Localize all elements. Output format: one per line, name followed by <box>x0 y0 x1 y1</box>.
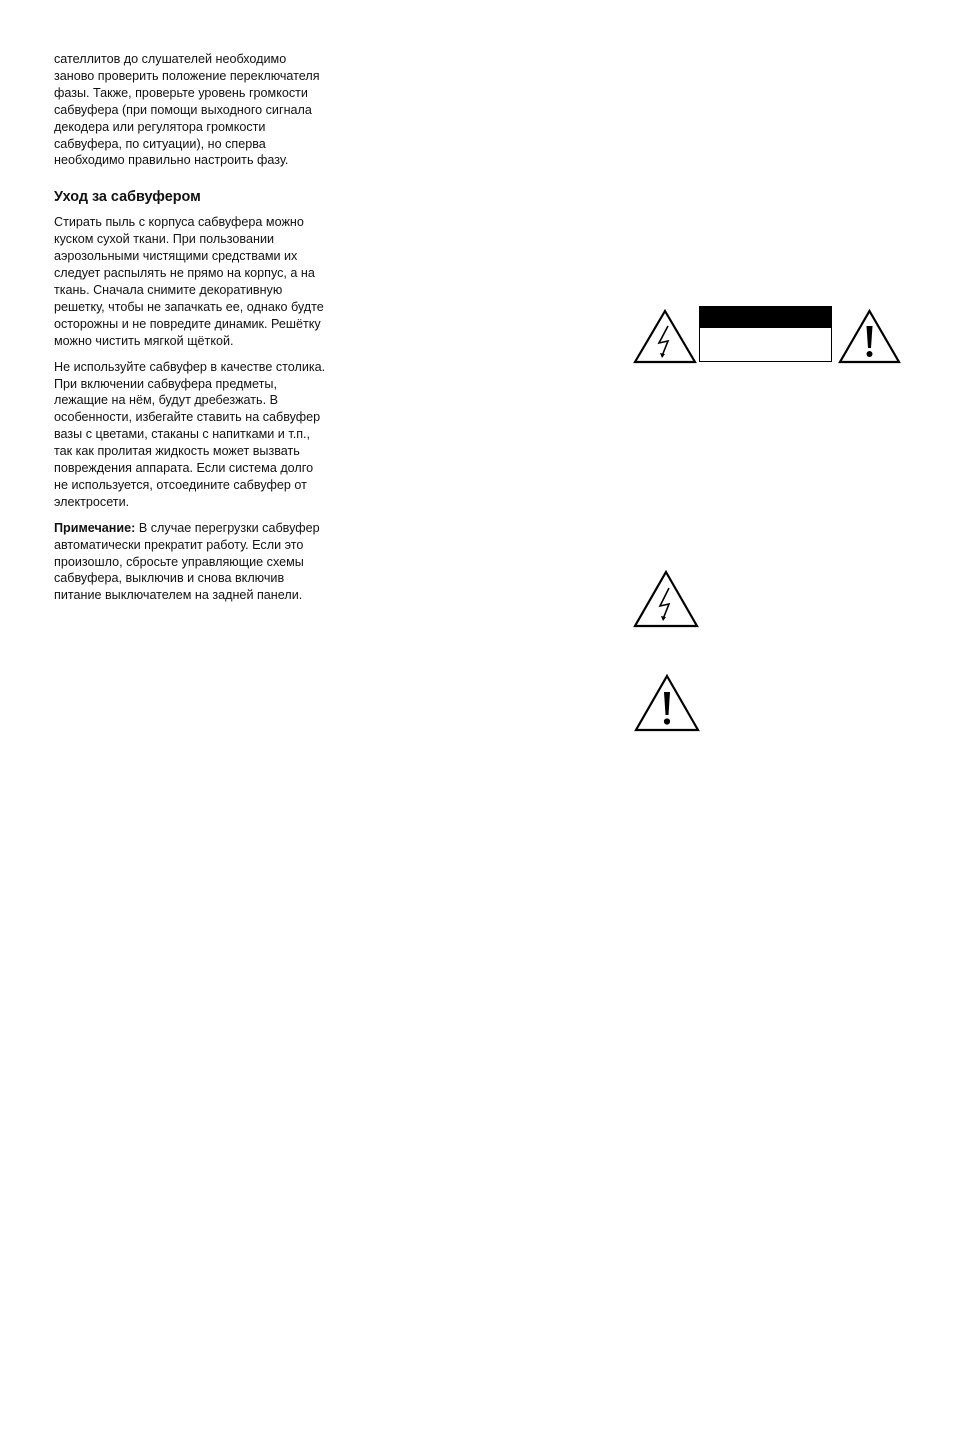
care-paragraph-2: Не используйте сабвуфер в качестве столика. При включении сабвуфера предметы, лежащие на нём, будут дребезжать. В особенности, избегайте ставить на сабвуфер вазы с цветами, стаканы с напитками и т.п., так как пролитая жидкость может вызвать повреждения аппарата. Если система долго не используется, отсоедините сабвуфер от электросети. <box>54 359 326 509</box>
care-paragraph-1: Стирать пыль с корпуса сабвуфера можно куском сухой ткани. При пользовании аэрозольными чистящими средствами их следует распылять не прямо на корпус, а на ткань. Сначала снимите декоративную решетку, чтобы не запачкать ее, однако будте осторожны и не повредите динамик. Решётку можно чистить мягкой щёткой. <box>54 215 324 348</box>
intro-paragraph: сателлитов до слушателей необходимо заново проверить положение переключателя фазы. Также, проверьте уровень громкости сабвуфера (при помощи выходного сигнала декодера или регулятора громкости сабвуфера, по ситуации), но сперва необходимо правильно настроить фазу. <box>54 52 320 168</box>
note-text: В случае перегрузки сабвуфер автоматически прекратит работу. Если это произошло, сбросьте управляющие схемы сабвуфера, выключив и снова включив питание выключателем на задней панели. <box>54 520 320 603</box>
care-heading: Уход за сабвуфером <box>54 189 201 206</box>
note-label: Примечание: <box>54 520 136 535</box>
warning-label-bar <box>700 307 831 328</box>
main-text-column <box>54 51 326 613</box>
exclamation-warning-icon-lower <box>633 673 701 733</box>
note-paragraph <box>54 520 326 605</box>
warning-label-box <box>699 306 832 362</box>
lightning-warning-icon <box>632 308 698 365</box>
lightning-warning-icon-lower <box>632 569 700 629</box>
exclamation-warning-icon <box>837 308 902 365</box>
